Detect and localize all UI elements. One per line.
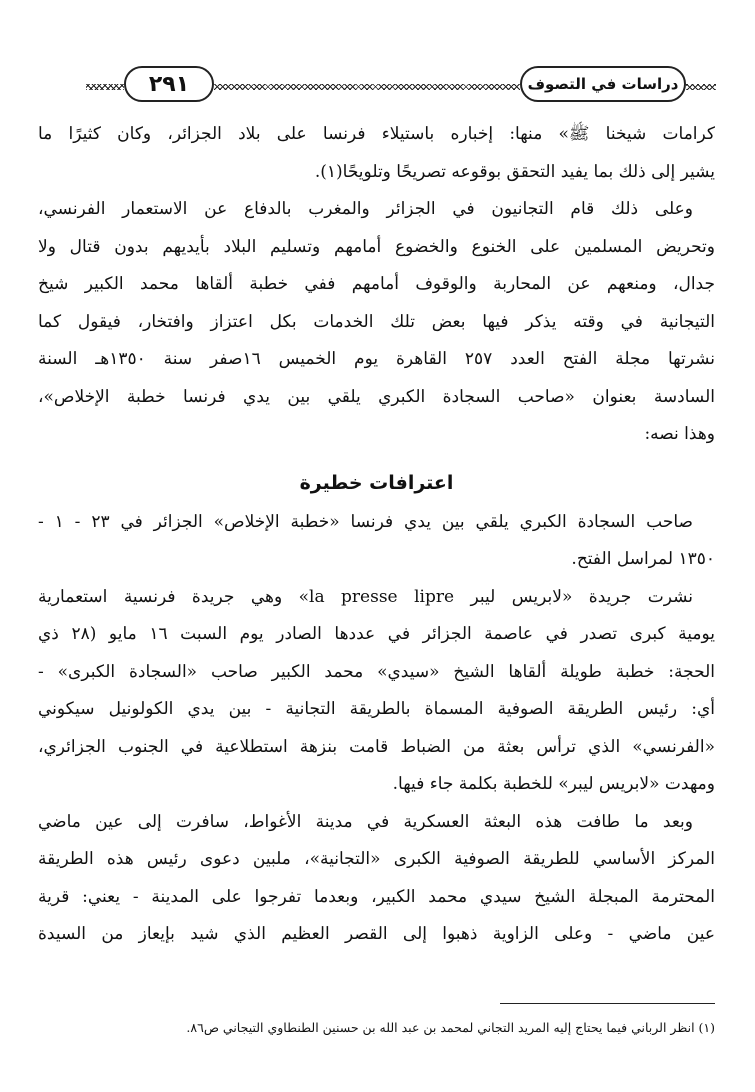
footnote: (١) انظر الرباني فيما يحتاج إليه المريد التجاني لمحمد بن عبد الله بن حسنين الطنطاوي التيجاني ص٨٦. xyxy=(186,1020,715,1035)
page-body xyxy=(38,116,715,954)
section-heading: اعترافات خطيرة xyxy=(299,471,454,494)
text-line: الحجة: خطبة طويلة ألقاها الشيخ «سيدي» محمد الكبير صاحب «السجادة الكبرى» - xyxy=(38,661,715,682)
text-line: عين ماضي - وعلى الزاوية ذهبوا إلى القصر العظيم الذي شيد بإيعاز من السيدة xyxy=(38,924,715,944)
paragraph-mission xyxy=(38,804,715,954)
text-line: المركز الأساسي للطريقة الصوفية الكبرى «التجانية»، ملبين دعوى رئيس هذه الطريقة xyxy=(38,849,715,869)
text-line: «الفرنسي» الذي ترأس بعثة من الضباط قامت بنزهة استطلاعية في الجنوب الجزائري، xyxy=(38,736,715,757)
text-line: يومية كبرى تصدر في عاصمة الجزائر في عددها الصادر يوم السبت ١٦ مايو (٢٨ ذي xyxy=(38,624,715,644)
text-line: كرامات شيخنا ﷺ» منها: إخباره باستيلاء فرنسا على بلاد الجزائر، وكان كثيرًا ما xyxy=(38,124,715,144)
running-title: دراسات في التصوف xyxy=(520,66,686,102)
page-header xyxy=(86,62,716,112)
footnote-separator xyxy=(500,1003,715,1004)
paragraph-tijaniyya-defense xyxy=(38,191,715,454)
header-ornament-right xyxy=(686,84,716,90)
text-line: المحترمة المبجلة الشيخ سيدي محمد الكبير، وبعدما تفرجوا على المدينة - يعني: قرية xyxy=(38,886,715,907)
text-line: نشرتها مجلة الفتح العدد ٢٥٧ القاهرة يوم الخميس ١٦صفر سنة ١٣٥٠هـ السنة xyxy=(38,349,715,369)
paragraph-karamat xyxy=(38,116,715,191)
text-line: يشير إلى ذلك بما يفيد التحقق بوقوعه تصريحًا وتلويحًا(١). xyxy=(314,161,715,182)
text-line: وتحريض المسلمين على الخنوع والخضوع أمامهم وتسليم البلاد بأيديهم بدون قتال ولا xyxy=(38,236,715,257)
paragraph-la-presse xyxy=(38,579,715,804)
text-line: وبعد ما طافت هذه البعثة العسكرية في مدينة الأغواط، سافرت إلى عين ماضي xyxy=(38,811,693,832)
header-ornament-left xyxy=(86,84,124,90)
text-line: السادسة بعنوان «صاحب السجادة الكبري يلقي بين يدي فرنسا خطبة الإخلاص»، xyxy=(38,386,715,407)
text-line: وعلى ذلك قام التجانيون في الجزائر والمغرب بالدفاع عن الاستعمار الفرنسي، xyxy=(38,199,693,219)
text-line: ١٣٥٠ لمراسل الفتح. xyxy=(571,549,715,569)
header-ornament-middle xyxy=(214,84,520,90)
paragraph-sajjada xyxy=(38,504,715,579)
text-line: ومهدت «لابريس ليبر» للخطبة بكلمة جاء فيها. xyxy=(392,774,715,794)
text-line: جدال، ومنعهم عن المحاربة والوقوف أمامهم ففي خطبة ألقاها محمد الكبير شيخ xyxy=(38,274,715,294)
text-line: التيجانية في وقته يذكر فيها بعض تلك الخدمات بكل اعتزاز وافتخار، فيقول كما xyxy=(38,311,715,332)
text-line: صاحب السجادة الكبري يلقي بين يدي فرنسا «خطبة الإخلاص» الجزائر في ٢٣ - ١ - xyxy=(38,511,693,532)
text-line: وهذا نصه: xyxy=(644,424,715,444)
text-line: أي: رئيس الطريقة الصوفية المسماة بالطريقة التجانية - بين يدي الكولونيل سيكوني xyxy=(38,699,715,719)
page-number: ٢٩١ xyxy=(124,66,214,102)
text-line: نشرت جريدة «لابريس ليبر la presse lipre» وهي جريدة فرنسية استعمارية xyxy=(38,586,693,607)
